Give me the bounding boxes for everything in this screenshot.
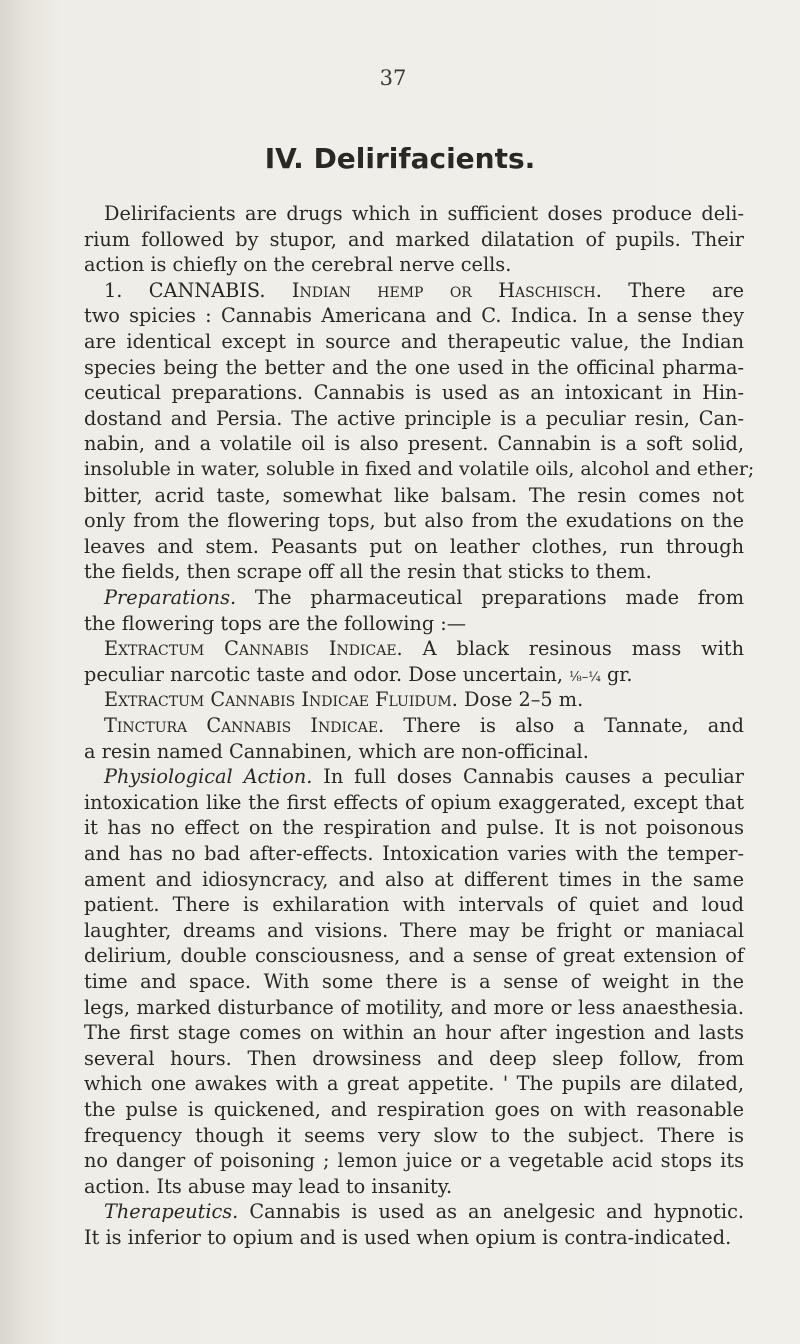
text-line: laughter, dreams and visions. There may be fright or maniacal [84,918,744,942]
text-line: legs, marked disturbance of motility, and more or less anaesthesia. [84,995,744,1019]
text-line: Delirifacients are drugs which in sufficient doses produce deli- [104,202,744,225]
page-number: 37 [379,66,407,90]
text-line: two spicies : Cannabis Americana and C. Indica. In a sense they [84,304,744,328]
text-line: leaves and stem. Peasants put on leather clothes, run through [84,534,744,558]
dose-fraction: ⅛–¼ [569,669,601,685]
text-line: 1. CANNABIS. Indian hemp or Haschisch. There are [104,278,745,302]
preparation-name: Extractum Cannabis Indicae Fluidum. [104,688,458,712]
text-line: are identical except in source and therapeutic value, the Indian [84,330,744,353]
text-line: time and space. With some there is a sense of weight in the [84,970,744,993]
preparation-name: Tinctura Cannabis Indicae. [104,714,385,737]
subheading-preparations: Preparations. [104,586,237,609]
text-line: rium followed by stupor, and marked dilatation of pupils. Their [84,227,744,251]
drug-synonyms: Indian hemp or Haschisch. [291,278,602,302]
section-heading: IV. Delirifacients. [264,142,536,175]
text-line: Extractum Cannabis Indicae Fluidum. Dose 2–5 m. [104,688,584,712]
drug-name: 1. CANNABIS. [104,278,292,302]
text-line: delirium, double consciousness, and a sense of great extension of [84,944,744,968]
text-line: frequency though it seems very slow to the subject. There is [84,1123,744,1147]
subheading-physiological-action: Physiological Action. [104,765,313,789]
text-line: Extractum Cannabis Indicae. A black resinous mass with [104,637,744,661]
text-line: Therapeutics. Cannabis is used as an anelgesic and hypnotic. [104,1200,744,1224]
text-line: a resin named Cannabinen, which are non-officinal. [84,739,589,763]
text-line: the flowering tops are the following :— [84,611,467,635]
text-line: several hours. Then drowsiness and deep sleep follow, from [84,1046,744,1070]
text-line: no danger of poisoning ; lemon juice or a vegetable acid stops its [84,1149,744,1173]
text-line: the fields, then scrape off all the resin that sticks to them. [84,560,652,584]
text-line: the pulse is quickened, and respiration goes on with reasonable [84,1098,744,1121]
text-line: nabin, and a volatile oil is also present. Cannabin is a soft solid, [84,432,744,456]
text-line: ament and idiosyncracy, and also at different times in the same [84,867,744,891]
text-line: insoluble in water, soluble in fixed and volatile oils, alcohol and ether; [84,458,755,480]
text-line: it has no effect on the respiration and pulse. It is not poisonous [84,816,744,840]
text-line: patient. There is exhilaration with intervals of quiet and loud [84,893,744,917]
text-line: It is inferior to opium and is used when opium is contra-indicated. [84,1226,732,1249]
text-line: dostand and Persia. The active principle is a peculiar resin, Can- [84,406,744,430]
subheading-therapeutics: Therapeutics. [104,1200,239,1224]
text-line: Tinctura Cannabis Indicae. There is also a Tannate, and [104,714,744,737]
text-line: only from the flowering tops, but also from the exudations on the [84,509,744,533]
text-line: peculiar narcotic taste and odor. Dose uncertain, ⅛–¼ gr. [84,662,633,686]
text-line: action is chiefly on the cerebral nerve cells. [84,253,512,277]
text-line: ceutical preparations. Cannabis is used as an intoxicant in Hin- [84,381,744,405]
text-line: Physiological Action. In full doses Cannabis causes a peculiar [104,765,744,789]
text-line: species being the better and the one used in the officinal pharma- [84,355,744,379]
preparation-name: Extractum Cannabis Indicae. [104,637,403,661]
text-line: which one awakes with a great appetite. ' The pupils are dilated, [84,1072,744,1096]
text-line: The first stage comes on within an hour after ingestion and lasts [84,1021,744,1045]
text-line: intoxication like the first effects of opium exaggerated, except that [84,790,744,814]
text-line: and has no bad after-effects. Intoxication varies with the temper- [84,842,744,865]
text-line: bitter, acrid taste, somewhat like balsam. The resin comes not [84,483,744,507]
text-line: action. Its abuse may lead to insanity. [84,1174,453,1198]
text-line: Preparations. The pharmaceutical preparations made from [104,586,744,609]
